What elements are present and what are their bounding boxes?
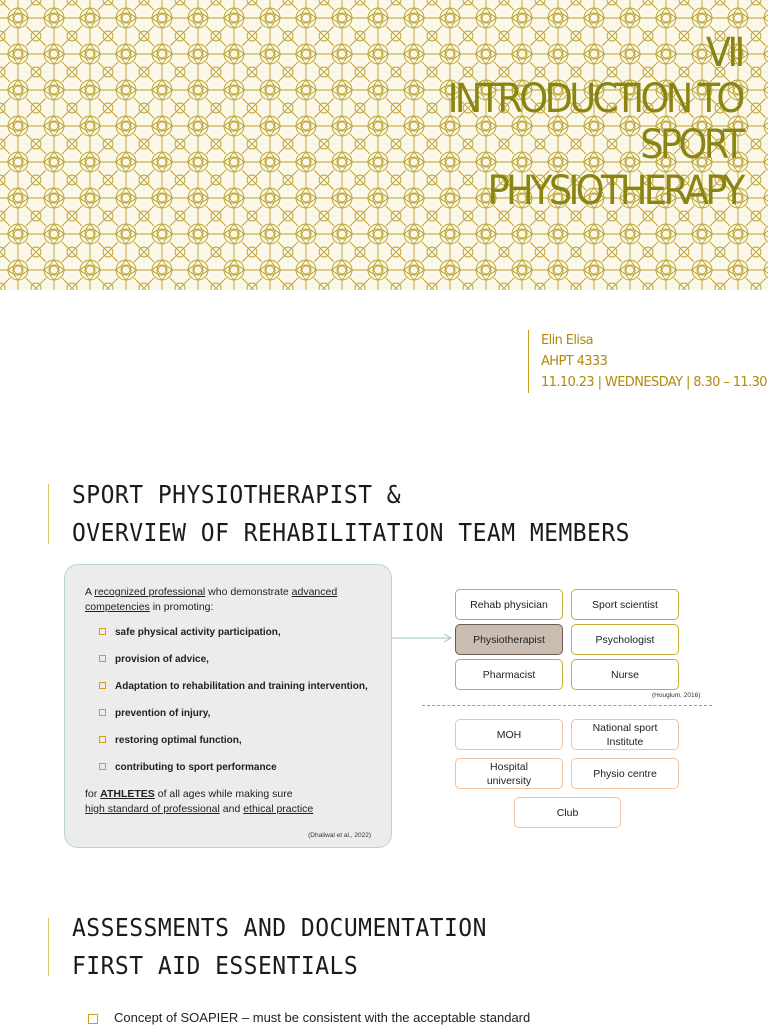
title-line: VII	[706, 30, 742, 76]
section2-title-line: ASSESSMENTS AND DOCUMENTATION	[72, 913, 487, 942]
list-item-text: safe physical activity participation,	[115, 627, 281, 638]
list-item	[99, 679, 373, 694]
footer-text: and	[219, 803, 244, 815]
ethical-practice-text: ethical practice	[243, 803, 314, 815]
title-banner	[0, 0, 768, 290]
team-member-sport-scientist: Sport scientist	[571, 589, 679, 620]
list-item-text: contributing to sport performance	[115, 762, 277, 773]
footer-text: for	[85, 788, 101, 800]
list-item	[99, 760, 373, 775]
section-accent-bar	[48, 484, 49, 544]
setting-club: Club	[514, 797, 621, 828]
advanced-competencies-text: advanced competencies	[85, 586, 338, 613]
team-member-rehab-physician: Rehab physician	[455, 589, 563, 620]
setting-moh: MOH	[455, 719, 563, 750]
setting-physio-centre: Physio centre	[571, 758, 679, 789]
course-code: AHPT 4333	[541, 354, 608, 369]
section2-title-line: FIRST AID ESSENTIALS	[72, 951, 359, 980]
intro-text: A	[85, 586, 95, 598]
connector-arrow	[390, 630, 456, 646]
title-line: PHYSIOTHERAPY	[487, 168, 742, 214]
soapier-item	[88, 1010, 530, 1025]
athletes-text: ATHLETES	[100, 788, 155, 800]
section-accent-bar	[48, 918, 49, 976]
team-member-physiotherapist: Physiotherapist	[455, 624, 563, 655]
intro-text: in promoting:	[149, 601, 214, 613]
recognized-professional-text: recognized professional	[94, 586, 206, 598]
section1-title-line: OVERVIEW OF REHABILITATION TEAM MEMBERS	[72, 518, 630, 547]
intro-text: who demonstrate	[205, 586, 292, 598]
divider-line	[422, 705, 712, 706]
title-line: INTRODUCTION TO	[447, 76, 742, 122]
definition-footer	[85, 787, 373, 817]
list-item-text: provision of advice,	[115, 654, 209, 665]
soapier-text: Concept of SOAPIER – must be consistent with the acceptable standard	[114, 1010, 531, 1025]
high-standard-text: high standard of professional	[85, 803, 220, 815]
team-member-psychologist: Psychologist	[571, 624, 679, 655]
checkbox-bullet-icon	[99, 655, 106, 662]
definition-box	[64, 564, 392, 848]
checkbox-bullet-icon	[99, 628, 106, 635]
list-item-text: Adaptation to rehabilitation and training intervention,	[115, 681, 368, 692]
team-citation: (Houglum, 2016)	[652, 692, 701, 699]
team-member-nurse: Nurse	[571, 659, 679, 690]
section1-title	[72, 476, 630, 552]
definition-intro	[85, 585, 373, 615]
presentation-meta	[528, 330, 767, 393]
list-item-text: prevention of injury,	[115, 708, 211, 719]
session-schedule: 11.10.23 | WEDNESDAY | 8.30 – 11.30	[541, 375, 767, 390]
list-item	[99, 706, 373, 721]
section2-title	[72, 909, 487, 985]
list-item	[99, 625, 373, 640]
definition-citation: (Dhaliwal et al., 2022)	[308, 832, 371, 839]
team-member-pharmacist: Pharmacist	[455, 659, 563, 690]
title-line: SPORT	[640, 122, 742, 168]
checkbox-bullet-icon	[88, 1014, 98, 1024]
checkbox-bullet-icon	[99, 682, 106, 689]
checkbox-bullet-icon	[99, 709, 106, 716]
setting-national-sport-institute: National sport Institute	[571, 719, 679, 750]
presentation-title	[422, 30, 742, 214]
setting-hospital-university: Hospital university	[455, 758, 563, 789]
author-name: Elin Elisa	[541, 333, 593, 348]
section1-title-line: SPORT PHYSIOTHERAPIST &	[72, 480, 402, 509]
footer-text: of all ages while making sure	[154, 788, 293, 800]
checkbox-bullet-icon	[99, 763, 106, 770]
competency-list	[99, 625, 373, 775]
list-item-text: restoring optimal function,	[115, 735, 242, 746]
checkbox-bullet-icon	[99, 736, 106, 743]
list-item	[99, 652, 373, 667]
list-item	[99, 733, 373, 748]
